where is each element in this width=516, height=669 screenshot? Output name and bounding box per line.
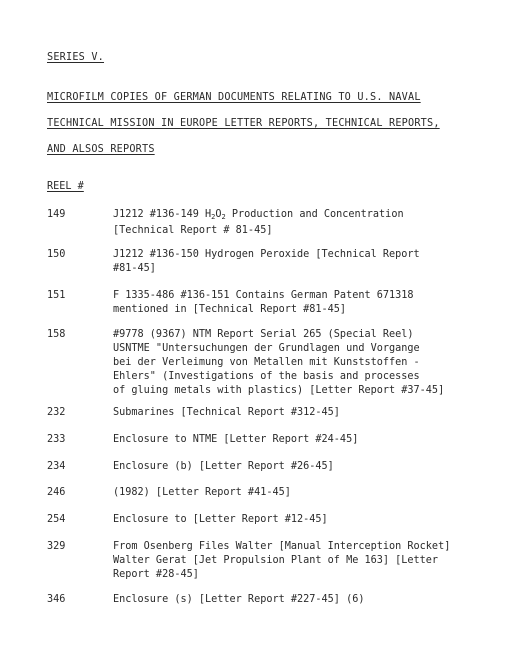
- entry-description: [113, 433, 493, 447]
- entry-line: Enclosure (s) [Letter Report #227-45] (6): [113, 594, 365, 605]
- entry-description: [113, 460, 493, 474]
- entry-line: (1982) [Letter Report #41-45]: [113, 487, 291, 498]
- reel-number: 151: [47, 290, 66, 301]
- heading-line-2: TECHNICAL MISSION IN EUROPE LETTER REPORTS, TECHNICAL REPORTS,: [47, 118, 440, 129]
- entry-line: F 1335-486 #136-151 Contains German Patent 671318: [113, 290, 414, 301]
- series-title: SERIES V.: [47, 52, 105, 63]
- entry-line: #81-45]: [113, 263, 156, 274]
- entry-line: Enclosure to [Letter Report #12-45]: [113, 514, 328, 525]
- entry-line: Walter Gerat [Jet Propulsion Plant of Me 163] [Letter: [113, 555, 439, 566]
- entry-line: [Technical Report # 81-45]: [113, 225, 273, 236]
- entry-description: [113, 540, 493, 582]
- entry-line: #9778 (9367) NTM Report Serial 265 (Special Reel): [113, 329, 414, 340]
- entry-description: [113, 593, 493, 607]
- reel-number: 232: [47, 407, 66, 418]
- entry-line: of gluing metals with plastics) [Letter Report #37-45]: [113, 385, 445, 396]
- reel-number: 234: [47, 461, 66, 472]
- entry-line: bei der Verleimung von Metallen mit Kunststoffen -: [113, 357, 420, 368]
- reel-number: 346: [47, 594, 66, 605]
- entry-line: Submarines [Technical Report #312-45]: [113, 407, 340, 418]
- entry-line: Ehlers" (Investigations of the basis and processes: [113, 371, 420, 382]
- reel-number: 254: [47, 514, 66, 525]
- reel-number: 233: [47, 434, 66, 445]
- entry-line: Enclosure (b) [Letter Report #26-45]: [113, 461, 334, 472]
- entry-line: USNTME "Untersuchungen der Grundlagen und Vorgange: [113, 343, 420, 354]
- reel-number: 149: [47, 209, 66, 220]
- entry-line: J1212 #136-150 Hydrogen Peroxide [Technical Report: [113, 249, 420, 260]
- entry-line: J1212 #136-149 $H_2O_2$ Production and Concentration: [113, 209, 404, 221]
- entry-description: [113, 406, 493, 420]
- entry-line: From Osenberg Files Walter [Manual Interception Rocket]: [113, 541, 451, 552]
- entry-description: [113, 328, 493, 398]
- reel-number: 150: [47, 249, 66, 260]
- heading-line-1: MICROFILM COPIES OF GERMAN DOCUMENTS RELATING TO U.S. NAVAL: [47, 92, 421, 103]
- entry-description: [113, 289, 493, 317]
- reel-column-label: REEL #: [47, 181, 84, 192]
- reel-number: 246: [47, 487, 66, 498]
- entry-line: Enclosure to NTME [Letter Report #24-45]: [113, 434, 359, 445]
- entry-line: Report #28-45]: [113, 569, 199, 580]
- entry-description: [113, 208, 493, 238]
- entry-description: [113, 248, 493, 276]
- reel-number: 329: [47, 541, 66, 552]
- reel-number: 158: [47, 329, 66, 340]
- entry-line: mentioned in [Technical Report #81-45]: [113, 304, 347, 315]
- heading-line-3: AND ALSOS REPORTS: [47, 144, 155, 155]
- entry-description: [113, 486, 493, 500]
- entry-description: [113, 513, 493, 527]
